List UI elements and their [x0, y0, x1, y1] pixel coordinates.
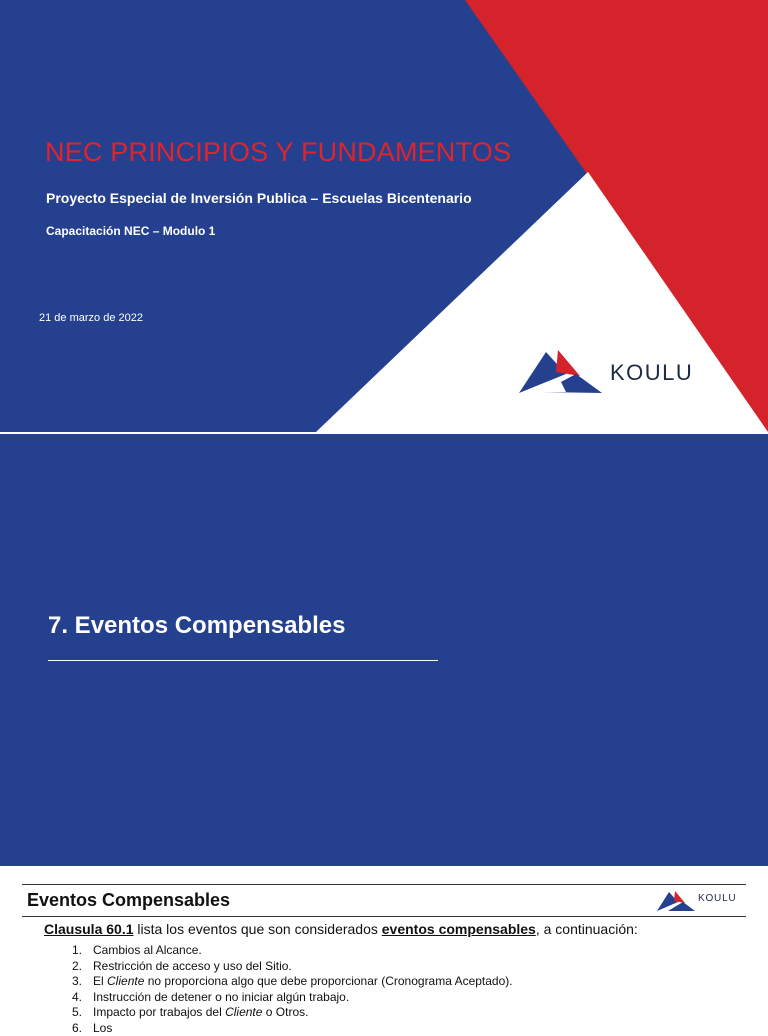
- clause-reference: Clausula 60.1: [44, 921, 134, 937]
- section-underline: [48, 660, 438, 661]
- module-label: Capacitación NEC – Modulo 1: [46, 224, 215, 238]
- intro-text-a: lista los eventos que son considerados: [134, 921, 382, 937]
- koulu-small-logo-text: KOULU: [698, 893, 736, 904]
- compensable-events-list: [72, 943, 513, 1036]
- list-item: 1. Cambios al Alcance.: [72, 943, 513, 959]
- header-top-rule: [22, 884, 746, 885]
- title-slide: [0, 0, 768, 432]
- content-slide: [0, 868, 768, 1024]
- presentation-date: 21 de marzo de 2022: [39, 312, 143, 324]
- list-item: 2. Restricción de acceso y uso del Sitio.: [72, 959, 513, 975]
- content-title: Eventos Compensables: [27, 890, 230, 911]
- list-item: 4. Instrucción de detener o no iniciar algún trabajo.: [72, 990, 513, 1006]
- koulu-logo-icon: [516, 346, 606, 396]
- intro-text-b: , a continuación:: [536, 921, 638, 937]
- koulu-small-logo-icon: [656, 889, 696, 913]
- highlight-term: eventos compensables: [382, 921, 536, 937]
- section-slide: [0, 434, 768, 866]
- section-title: 7. Eventos Compensables: [48, 612, 345, 640]
- header-bottom-rule: [22, 916, 746, 917]
- intro-paragraph: [44, 921, 638, 937]
- project-subtitle: Proyecto Especial de Inversión Publica – Escuelas Bicentenario: [46, 190, 472, 206]
- list-item: 6. Los: [72, 1021, 513, 1036]
- list-item: 3. El Cliente no proporciona algo que debe proporcionar (Cronograma Aceptado).: [72, 974, 513, 990]
- presentation-title: NEC PRINCIPIOS Y FUNDAMENTOS: [45, 137, 511, 168]
- koulu-logo-text: KOULU: [610, 360, 693, 386]
- list-item: 5. Impacto por trabajos del Cliente o Otros.: [72, 1005, 513, 1021]
